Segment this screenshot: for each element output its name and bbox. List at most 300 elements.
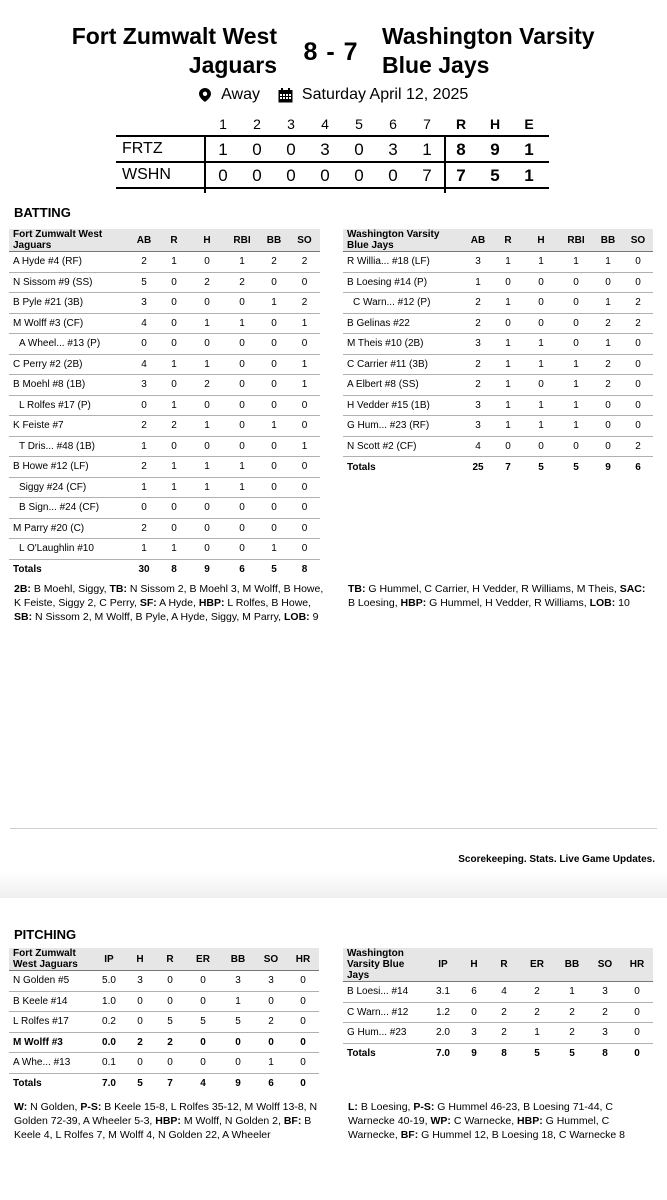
stat-value: 1 <box>559 416 593 437</box>
pitching-away-row <box>343 982 653 1003</box>
stat-value: 0 <box>523 375 559 396</box>
player-name: N Golden #5 <box>9 971 93 992</box>
stat-value: 0 <box>159 375 189 396</box>
stat-value: 0 <box>523 293 559 314</box>
totals-value: 5 <box>538 461 544 473</box>
stat-value: 0 <box>221 1032 255 1053</box>
stat-value: 2 <box>593 313 623 334</box>
stat-value: 2 <box>125 1032 155 1053</box>
pitching-away-row <box>343 1002 653 1023</box>
totals-value: 8 <box>602 1048 608 1059</box>
stat-value: 0 <box>225 518 259 539</box>
stat-value: 0 <box>225 539 259 560</box>
batting-notes-home <box>14 582 326 624</box>
batting-away-col-ab: AB <box>463 229 493 252</box>
stat-value: 0 <box>189 252 225 273</box>
stat-value: 1 <box>189 477 225 498</box>
stat-value: 3 <box>125 971 155 992</box>
batting-away-row <box>343 252 653 273</box>
batting-home-col-so: SO <box>289 229 320 252</box>
pitching-home-row <box>9 1012 319 1033</box>
pitching-away-col-hr: HR <box>621 948 653 982</box>
stat-value: 0 <box>189 436 225 457</box>
stat-value: 2 <box>489 1002 519 1023</box>
batting-away-row <box>343 436 653 457</box>
totals-label: Totals <box>347 1048 376 1059</box>
stat-value: 3 <box>589 1023 621 1044</box>
stat-value: 1 <box>259 539 289 560</box>
stat-value: 0 <box>189 518 225 539</box>
pitching-table-away <box>343 948 653 1064</box>
player-name: L O'Laughlin #10 <box>9 539 129 560</box>
player-name: M Wolff #3 (CF) <box>9 313 129 334</box>
stat-value: 0 <box>159 518 189 539</box>
stat-value: 0 <box>623 252 653 273</box>
stat-value: 1 <box>129 539 159 560</box>
stat-value: 0 <box>185 991 221 1012</box>
stat-value: 1 <box>593 293 623 314</box>
stat-value: 1 <box>189 313 225 334</box>
batting-home-totals-row <box>9 559 320 580</box>
linescore-cell: 9 <box>490 140 500 159</box>
note-text: G Hummel, C Carrier, H Vedder, R Williams, M Theis, <box>365 583 620 595</box>
linescore-header-2: 2 <box>253 116 261 132</box>
linescore-cell: 8 <box>456 140 466 159</box>
stat-value: 1 <box>159 539 189 560</box>
pitching-home-header-row <box>9 948 319 971</box>
pitching-home-col-so: SO <box>255 948 287 971</box>
stat-value: 2 <box>129 457 159 478</box>
linescore-header-r: R <box>455 116 467 132</box>
stat-value: 1 <box>225 252 259 273</box>
linescore-cell: 1 <box>422 140 432 159</box>
section-gap <box>0 872 667 898</box>
stat-value: 3 <box>463 395 493 416</box>
batting-home-row <box>9 498 320 519</box>
player-name: B Loesing #14 (P) <box>343 272 463 293</box>
stat-value: 1.0 <box>93 991 125 1012</box>
stat-value: 1 <box>493 416 523 437</box>
stat-value: 0 <box>559 293 593 314</box>
stat-value: 2 <box>463 375 493 396</box>
batting-away-row <box>343 293 653 314</box>
stat-value: 2 <box>289 293 320 314</box>
stat-value: 0 <box>129 395 159 416</box>
stat-value: 0 <box>225 436 259 457</box>
stat-value: 0 <box>287 1012 319 1033</box>
totals-value: 5 <box>534 1048 540 1059</box>
note-label: BF: <box>400 1129 419 1141</box>
stat-value: 0 <box>621 1002 653 1023</box>
stat-value: 1 <box>225 313 259 334</box>
stat-value: 0 <box>225 416 259 437</box>
stat-value: 0 <box>289 498 320 519</box>
pitching-home-row <box>9 1032 319 1053</box>
away-team-line2: Blue Jays <box>382 52 490 78</box>
player-name: M Wolff #3 <box>9 1032 93 1053</box>
stat-value: 1 <box>259 416 289 437</box>
batting-home-row <box>9 477 320 498</box>
stat-value: 1 <box>159 477 189 498</box>
note-label: LOB: <box>589 597 616 609</box>
linescore-cell: 0 <box>252 166 262 185</box>
player-name: B Keele #14 <box>9 991 93 1012</box>
pitching-home-col-hr: HR <box>287 948 319 971</box>
batting-away-header-row <box>343 229 653 252</box>
stat-value: 0.1 <box>93 1053 125 1074</box>
stat-value: 3.1 <box>427 982 459 1003</box>
note-text: N Golden, <box>27 1101 81 1113</box>
note-label: W: <box>14 1101 28 1113</box>
stat-value: 0 <box>289 518 320 539</box>
totals-label: Totals <box>347 461 376 473</box>
note-label: HBP: <box>400 597 427 609</box>
linescore-cell: 0 <box>218 166 228 185</box>
totals-value: 6 <box>635 461 641 473</box>
stat-value: 3 <box>463 334 493 355</box>
batting-home-row <box>9 293 320 314</box>
note-text: B Keele 4, L Rolfes 7, M Wolff 4, N Golden 22, A Wheeler <box>14 1115 312 1141</box>
batting-section-title: BATTING <box>14 205 71 220</box>
stat-value: 0 <box>125 991 155 1012</box>
note-label: BF: <box>283 1115 302 1127</box>
stat-value: 1 <box>255 1053 287 1074</box>
player-name: K Feiste #7 <box>9 416 129 437</box>
totals-value: 7.0 <box>102 1078 116 1089</box>
stat-value: 1 <box>129 436 159 457</box>
player-name: A Elbert #8 (SS) <box>343 375 463 396</box>
player-name: B Howe #12 (LF) <box>9 457 129 478</box>
linescore-row <box>116 137 549 163</box>
stat-value: 0 <box>125 1012 155 1033</box>
linescore-cell: 0 <box>252 140 262 159</box>
linescore-cell: 0 <box>286 166 296 185</box>
note-text: G Hummel 12, B Loesing 18, C Warnecke 8 <box>418 1129 626 1141</box>
player-name: N Sissom #9 (SS) <box>9 272 129 293</box>
stat-value: 1 <box>225 477 259 498</box>
batting-home-row <box>9 395 320 416</box>
player-name: B Loesi... #14 <box>343 982 427 1003</box>
stat-value: 5.0 <box>93 971 125 992</box>
totals-value: 9 <box>471 1048 477 1059</box>
home-team-line2: Jaguars <box>188 52 277 78</box>
stat-value: 0 <box>129 498 159 519</box>
stat-value: 1 <box>523 334 559 355</box>
note-text: 9 <box>309 611 319 623</box>
pitching-away-col-h: H <box>459 948 489 982</box>
stat-value: 1 <box>559 354 593 375</box>
totals-label: Totals <box>13 564 42 575</box>
note-label: HBP: <box>517 1115 543 1127</box>
away-team-line1: Washington Varsity <box>382 23 595 49</box>
batting-home-col-ab: AB <box>129 229 159 252</box>
batting-away-row <box>343 354 653 375</box>
totals-value: 7.0 <box>436 1048 450 1059</box>
tagline: Scorekeeping. Stats. Live Game Updates. <box>458 854 655 865</box>
stat-value: 2 <box>159 416 189 437</box>
linescore-header-6: 6 <box>389 116 397 132</box>
totals-value: 6 <box>268 1078 274 1089</box>
player-name: B Pyle #21 (3B) <box>9 293 129 314</box>
stat-value: 0 <box>259 457 289 478</box>
stat-value: 1 <box>159 252 189 273</box>
player-name: B Gelinas #22 <box>343 313 463 334</box>
stat-value: 0 <box>623 334 653 355</box>
note-text: L Rolfes, B Howe, <box>224 597 312 609</box>
stat-value: 0 <box>289 457 320 478</box>
batting-home-col-rbi: RBI <box>225 229 259 252</box>
player-name: G Hum... #23 (RF) <box>343 416 463 437</box>
pitching-away-col-er: ER <box>519 948 555 982</box>
stat-value: 0 <box>459 1002 489 1023</box>
batting-home-row <box>9 375 320 396</box>
pitching-table-home <box>9 948 319 1094</box>
calendar-icon <box>278 88 293 103</box>
batting-home-header-row <box>9 229 320 252</box>
note-label: P-S: <box>80 1101 102 1113</box>
stat-value: 1 <box>555 982 589 1003</box>
pitching-away-header-row <box>343 948 653 982</box>
stat-value: 1 <box>523 416 559 437</box>
stat-value: 4 <box>129 313 159 334</box>
stat-value: 0 <box>159 272 189 293</box>
game-meta <box>0 86 667 104</box>
stat-value: 2 <box>255 1012 287 1033</box>
stat-value: 2 <box>555 1023 589 1044</box>
stat-value: 0 <box>287 1032 319 1053</box>
batting-away-col-h: H <box>523 229 559 252</box>
stat-value: 2 <box>189 375 225 396</box>
stat-value: 1 <box>593 252 623 273</box>
game-header <box>0 18 667 78</box>
totals-value: 7 <box>167 1078 173 1089</box>
batting-home-col-bb: BB <box>259 229 289 252</box>
stat-value: 1 <box>159 395 189 416</box>
linescore-cell: 5 <box>490 166 500 185</box>
stat-value: 4 <box>129 354 159 375</box>
stat-value: 2 <box>489 1023 519 1044</box>
stat-value: 0 <box>593 416 623 437</box>
pitching-away-team-header: Washington Varsity Blue Jays <box>343 948 427 982</box>
stat-value: 2 <box>463 354 493 375</box>
batting-home-team-header: Fort Zumwalt West Jaguars <box>9 229 129 252</box>
batting-away-col-rbi: RBI <box>559 229 593 252</box>
note-label: SB: <box>14 611 33 623</box>
player-name: L Rolfes #17 <box>9 1012 93 1033</box>
stat-value: 3 <box>459 1023 489 1044</box>
stat-value: 5 <box>221 1012 255 1033</box>
divider <box>10 828 657 829</box>
stat-value: 0 <box>255 1032 287 1053</box>
pitching-away-col-r: R <box>489 948 519 982</box>
player-name: C Warn... #12 <box>343 1002 427 1023</box>
stat-value: 2 <box>623 293 653 314</box>
note-text: N Sissom 2, M Wolff, B Pyle, A Hyde, Siggy, M Parry, <box>32 611 284 623</box>
stat-value: 0 <box>621 1023 653 1044</box>
stat-value: 1 <box>493 375 523 396</box>
pitching-away-col-bb: BB <box>555 948 589 982</box>
batting-home-col-r: R <box>159 229 189 252</box>
stat-value: 0 <box>225 498 259 519</box>
stat-value: 0.0 <box>93 1032 125 1053</box>
stat-value: 1 <box>189 354 225 375</box>
stat-value: 2 <box>289 252 320 273</box>
home-team-line1: Fort Zumwalt West <box>71 23 277 49</box>
linescore-header-7: 7 <box>423 116 431 132</box>
stat-value: 1 <box>493 354 523 375</box>
linescore-cell: 0 <box>320 166 330 185</box>
batting-table-home <box>9 229 320 580</box>
totals-value: 9 <box>204 564 210 575</box>
stat-value: 2 <box>129 518 159 539</box>
totals-value: 30 <box>138 564 150 575</box>
stat-value: 2 <box>129 252 159 273</box>
linescore-row <box>116 163 549 189</box>
pitching-home-col-er: ER <box>185 948 221 971</box>
linescore-cell: 3 <box>388 140 398 159</box>
pitching-home-team-header: Fort Zumwalt West Jaguars <box>9 948 93 971</box>
note-text: C Warnecke, <box>450 1115 518 1127</box>
totals-value: 7 <box>505 461 511 473</box>
totals-value: 6 <box>239 564 245 575</box>
batting-away-col-r: R <box>493 229 523 252</box>
stat-value: 3 <box>221 971 255 992</box>
player-name: C Warn... #12 (P) <box>343 293 463 314</box>
linescore-cell: 1 <box>218 140 228 159</box>
player-name: A Whe... #13 <box>9 1053 93 1074</box>
stat-value: 2 <box>623 313 653 334</box>
batting-home-row <box>9 313 320 334</box>
stat-value: 3 <box>129 375 159 396</box>
linescore-team: WSHN <box>122 166 171 183</box>
stat-value: 0 <box>593 272 623 293</box>
note-label: SAC: <box>619 583 646 595</box>
stat-value: 2 <box>623 436 653 457</box>
note-text: A Hyde, <box>156 597 199 609</box>
player-name: N Scott #2 (CF) <box>343 436 463 457</box>
stat-value: 0 <box>255 991 287 1012</box>
batting-table-away <box>343 229 653 477</box>
stat-value: 1 <box>493 252 523 273</box>
batting-notes-away <box>348 582 654 610</box>
stat-value: 0 <box>259 395 289 416</box>
batting-away-col-so: SO <box>623 229 653 252</box>
stat-value: 1 <box>523 252 559 273</box>
pitching-away-row <box>343 1023 653 1044</box>
player-name: M Parry #20 (C) <box>9 518 129 539</box>
note-label: TB: <box>109 583 128 595</box>
stat-value: 1 <box>559 252 593 273</box>
totals-value: 5 <box>137 1078 143 1089</box>
stat-value: 1 <box>259 293 289 314</box>
linescore-header-5: 5 <box>355 116 363 132</box>
stat-value: 0 <box>225 395 259 416</box>
stat-value: 2 <box>463 313 493 334</box>
stat-value: 0 <box>189 293 225 314</box>
note-label: TB: <box>348 583 366 595</box>
totals-value: 8 <box>501 1048 507 1059</box>
stat-value: 0 <box>559 334 593 355</box>
batting-home-row <box>9 416 320 437</box>
totals-value: 9 <box>605 461 611 473</box>
player-name: R Willia... #18 (LF) <box>343 252 463 273</box>
stat-value: 1 <box>523 354 559 375</box>
stat-value: 0 <box>159 498 189 519</box>
stat-value: 0 <box>189 334 225 355</box>
stat-value: 0 <box>125 1053 155 1074</box>
stat-value: 2 <box>259 252 289 273</box>
stat-value: 2 <box>593 375 623 396</box>
linescore-team: FRTZ <box>122 140 163 157</box>
pitching-home-col-ip: IP <box>93 948 125 971</box>
stat-value: 1 <box>463 272 493 293</box>
stat-value: 0 <box>189 498 225 519</box>
stat-value: 0 <box>259 498 289 519</box>
linescore-cell: 3 <box>320 140 330 159</box>
totals-value: 0 <box>300 1078 306 1089</box>
stat-value: 1 <box>159 457 189 478</box>
stat-value: 0 <box>259 375 289 396</box>
stat-value: 0 <box>225 334 259 355</box>
stat-value: 2 <box>463 293 493 314</box>
stat-value: 2 <box>189 272 225 293</box>
batting-away-row <box>343 375 653 396</box>
player-name: A Wheel... #13 (P) <box>9 334 129 355</box>
totals-value: 5 <box>569 1048 575 1059</box>
game-date: Saturday April 12, 2025 <box>301 86 469 103</box>
stat-value: 0 <box>593 436 623 457</box>
stat-value: 2 <box>593 354 623 375</box>
stat-value: 0 <box>523 436 559 457</box>
stat-value: 1.2 <box>427 1002 459 1023</box>
linescore-header-3: 3 <box>287 116 295 132</box>
stat-value: 2.0 <box>427 1023 459 1044</box>
linescore-header-h: H <box>489 116 501 132</box>
player-name: A Hyde #4 (RF) <box>9 252 129 273</box>
stat-value: 0 <box>259 313 289 334</box>
stat-value: 0 <box>493 272 523 293</box>
stat-value: 1 <box>559 395 593 416</box>
note-text: B Moehl, Siggy, <box>30 583 110 595</box>
linescore-cell: 0 <box>354 140 364 159</box>
batting-home-row <box>9 334 320 355</box>
batting-home-row <box>9 354 320 375</box>
batting-away-row <box>343 395 653 416</box>
stat-value: 2 <box>555 1002 589 1023</box>
linescore-header-1: 1 <box>219 116 227 132</box>
stat-value: 0 <box>259 477 289 498</box>
batting-away-row <box>343 313 653 334</box>
stat-value: 2 <box>155 1032 185 1053</box>
stat-value: 0 <box>129 334 159 355</box>
stat-value: 1 <box>221 991 255 1012</box>
pitching-home-col-h: H <box>125 948 155 971</box>
note-text: B Loesing, <box>357 1101 414 1113</box>
player-name: Siggy #24 (CF) <box>9 477 129 498</box>
player-name: B Moehl #8 (1B) <box>9 375 129 396</box>
stat-value: 2 <box>519 1002 555 1023</box>
note-label: 2B: <box>14 583 31 595</box>
linescore-header-e: E <box>524 116 534 132</box>
stat-value: 0 <box>259 272 289 293</box>
stat-value: 3 <box>463 252 493 273</box>
totals-value: 5 <box>271 564 277 575</box>
stat-value: 0 <box>289 334 320 355</box>
linescore-cell: 7 <box>456 166 466 185</box>
stat-value: 0.2 <box>93 1012 125 1033</box>
totals-value: 8 <box>171 564 177 575</box>
stat-value: 0 <box>523 313 559 334</box>
